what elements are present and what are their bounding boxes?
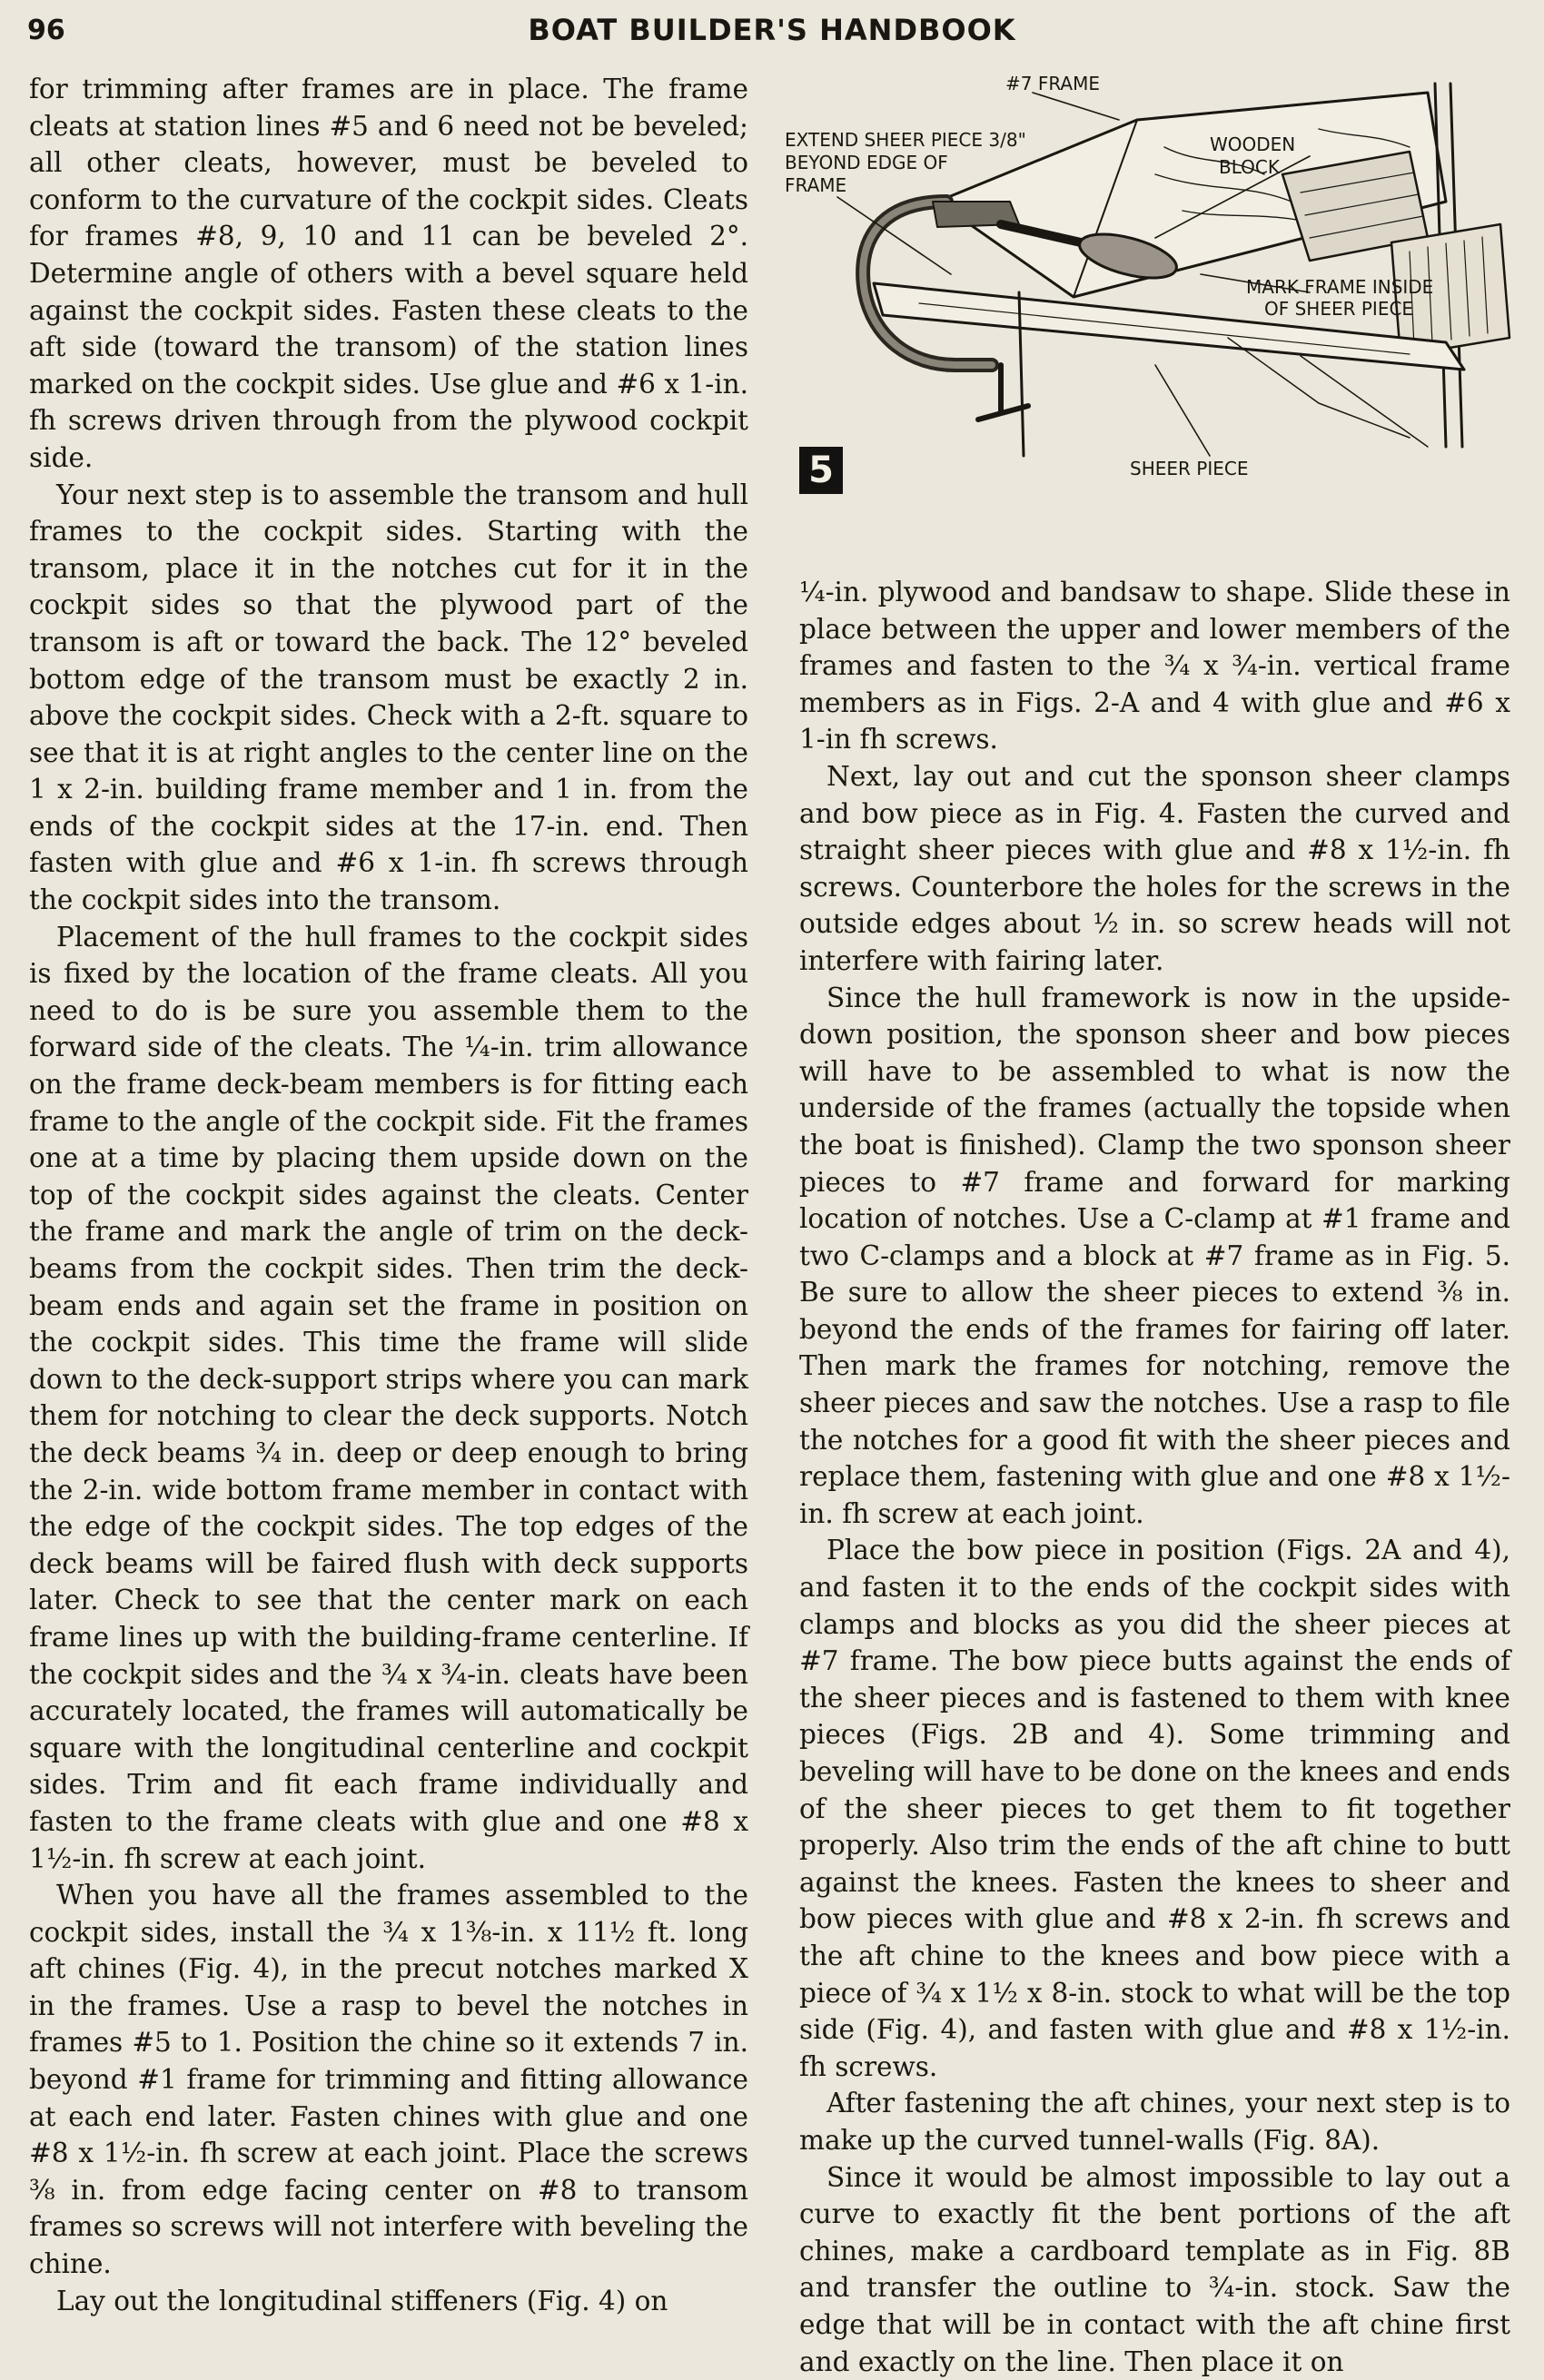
page-number: 96 [27, 15, 65, 46]
paragraph: When you have all the frames assembled to the cockpit sides, install the ¾ x 1⅜-in. x 11½ ft. long aft chines (Fig. 4), in the precut notches marked X in the frames. Use a rasp to bevel the notches in frames #5 to 1. Position the chine so it extends 7 in. beyond #1 frame for trimming and fitting allowance at each end later. Fasten chines with glue and one #8 x 1½-in. fh screw at each joint. Place the screws ⅜ in. from edge facing center on #8 to transom frames so screws will not interfere with beveling the chine. [29, 1880, 748, 2280]
paragraph: After fastening the aft chines, your next step is to make up the curved tunnel-walls (Fig. 8A). [799, 2088, 1510, 2156]
paragraph: for trimming after frames are in place. The frame cleats at station lines #5 and 6 need not be beveled; all other cleats, however, must be beveled to conform to the curvature of the cockpit sides. Cleats for frames #8, 9, 10 and 11 can be beveled 2°. Determine angle of others with a bevel square held against the cockpit sides. Fasten these cleats to the aft side (toward the transom) of the station lines marked on the cockpit sides. Use glue and #6 x 1-in. fh screws driven through from the plywood cockpit side. [29, 74, 748, 473]
paragraph: ¼-in. plywood and bandsaw to shape. Slide these in place between the upper and lower members of the frames and fasten to the ¾ x ¾-in. vertical frame members as in Figs. 2-A and 4 with glue and #6 x 1-in fh screws. [799, 577, 1510, 755]
label-mark-2: OF SHEER PIECE [1264, 298, 1414, 320]
label-mark-1: MARK FRAME INSIDE [1246, 276, 1434, 298]
label-sheer: SHEER PIECE [1130, 458, 1249, 479]
page-header [27, 13, 1517, 60]
label-extend-3: FRAME [785, 174, 847, 196]
left-column [29, 71, 748, 2319]
paragraph: Lay out the longitudinal stiffeners (Fig. 4) on [56, 2285, 668, 2316]
label-block-1: WOODEN [1210, 133, 1296, 155]
paragraph: Since the hull framework is now in the upside-down position, the sponson sheer and bow pieces will have to be assembled to what is now the underside of the frames (actually the topside when the boat is finished). Clamp the two sponson sheer pieces to #7 frame and forward for marking location of notches. Use a C-clamp at #1 frame and two C-clamps and a block at #7 frame as in Fig. 5. Be sure to allow the sheer pieces to extend ⅜ in. beyond the ends of the frames for fairing off later. Then mark the frames for notching, remove the sheer pieces and saw the notches. Use a rasp to file the notches for a good fit with the sheer pieces and replace them, fastening with glue and one #8 x 1½-in. fh screw at each joint. [799, 982, 1510, 1529]
paragraph: Place the bow piece in position (Figs. 2A and 4), and fasten it to the ends of the cockpit sides with clamps and blocks as you did the sheer pieces at #7 frame. The bow piece butts against the ends of the sheer pieces and is fastened to them with knee pieces (Figs. 2B and 4). Some trimming and beveling will have to be done on the knees and ends of the sheer pieces to get them to fit together properly. Also trim the ends of the aft chine to butt against the knees. Fasten the knees to sheer and bow pieces with glue and #8 x 2-in. fh screws and the aft chine to the knees and bow piece with a piece of ¾ x 1½ x 8-in. stock to what will be the top side (Fig. 4), and fasten with glue and #8 x 1½-in. fh screws. [799, 1535, 1510, 2082]
running-title: BOAT BUILDER'S HANDBOOK [528, 13, 1016, 47]
paragraph: Placement of the hull frames to the cockpit sides is fixed by the location of the frame cleats. All you need to do is be sure you assemble them to the forward side of the cleats. The ¼-in. trim allowance on the frame deck-beam members is for fitting each frame to the angle of the cockpit side. Fit the frames one at a time by placing them upside down on the top of the cockpit sides against the cleats. Center the frame and mark the angle of trim on the deck-beams from the cockpit sides. Then trim the deck-beam ends and again set the frame in position on the cockpit sides. This time the frame will slide down to the deck-support strips where you can mark them for notching to clear the deck supports. Notch the deck beams ¾ in. deep or deep enough to bring the 2-in. wide bottom frame member in contact with the edge of the cockpit sides. The top edges of the deck beams will be faired flush with deck supports later. Check to see that the center mark on each frame lines up with the building-frame centerline. If the cockpit sides and the ¾ x ¾-in. cleats have been accurately located, the frames will automatically be square with the longitudinal centerline and cockpit sides. Trim and fit each frame individually and fasten to the frame cleats with glue and one #8 x 1½-in. fh screw at each joint. [29, 921, 748, 1874]
right-column [799, 574, 1510, 2380]
paragraph: Next, lay out and cut the sponson sheer clamps and bow piece as in Fig. 4. Fasten the curved and straight sheer pieces with glue and #8 x 1½-in. fh screws. Counterbore the holes for the screws in the outside edges about ½ in. so screw heads will not interfere with fairing later. [799, 760, 1510, 976]
label-extend-2: BEYOND EDGE OF [785, 152, 948, 173]
label-extend-1: EXTEND SHEER PIECE 3/8" [785, 129, 1026, 151]
figure-number: 5 [799, 447, 843, 494]
figure-5-illustration [774, 65, 1519, 525]
label-frame7: #7 FRAME [1005, 73, 1101, 94]
paragraph: Your next step is to assemble the transom and hull frames to the cockpit sides. Starting with the transom, place it in the notches cut for it in the cockpit sides so that the plywood part of the transom is aft or toward the back. The 12° beveled bottom edge of the transom must be exactly 2 in. above the cockpit sides. Check with a 2-ft. square to see that it is at right angles to the center line on the 1 x 2-in. building frame member and 1 in. from the ends of the cockpit sides at the 17-in. end. Then fasten with glue and #6 x 1-in. fh screws through the cockpit sides into the transom. [29, 479, 748, 916]
label-block-2: BLOCK [1219, 156, 1280, 178]
paragraph: Since it would be almost impossible to lay out a curve to exactly fit the bent portions of the aft chines, make a cardboard template as in Fig. 8B and transfer the outline to ¾-in. stock. Saw the edge that will be in contact with the aft chine first and exactly on the line. Then place it on [799, 2161, 1510, 2377]
